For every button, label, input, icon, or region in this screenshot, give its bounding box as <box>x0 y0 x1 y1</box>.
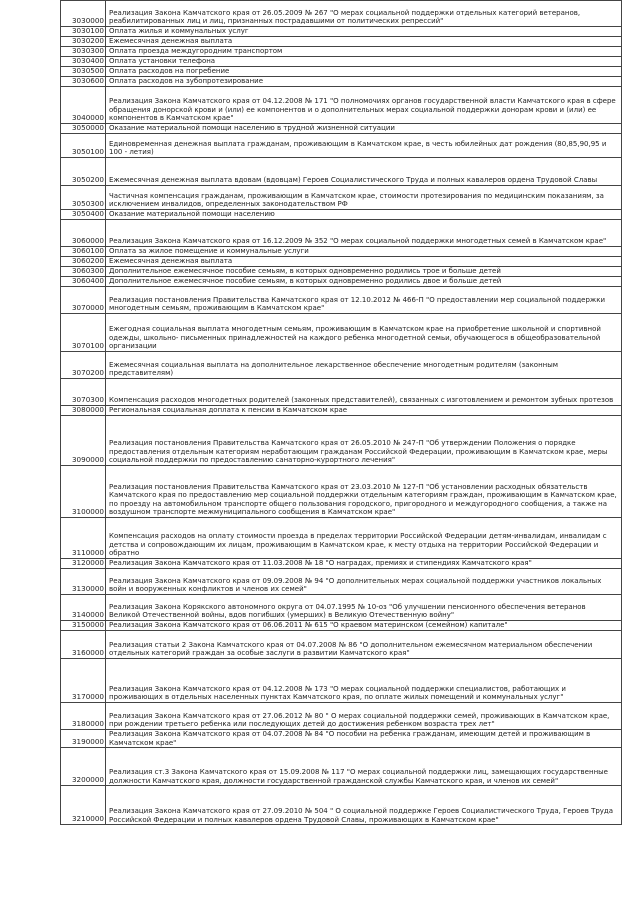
row-description: Реализация Закона Камчатского края от 27.09.2010 № 504 " О социальной поддержке Героев Социалистического Труда, Героев Труда Российской Федерации и полных кавалеров ордена Трудовой Славы, проживающих в Камчатском крае" <box>106 786 622 825</box>
row-description: Частичная компенсация гражданам, проживающим в Камчатском крае, стоимости протезирования по медицинским показаниям, за исключением инвалидов, определенных законодательством РФ <box>106 186 622 210</box>
table-row <box>61 257 622 267</box>
table-row <box>61 379 622 406</box>
table-row <box>61 210 622 220</box>
row-code: 3060400 <box>61 277 106 287</box>
table-row <box>61 786 622 825</box>
row-description: Реализация постановления Правительства Камчатского края от 23.03.2010 № 127-П "Об установлении расходных обязательств Камчатского края по предоставлению мер социальной поддержки отдельным категориям граждан, проживающим в Камчатском крае, по проезду на автомобильном транспорте общего пользования городского, пригородного и междугородного сообщения, а также на воздушном транспорте межмуниципального сообщения в Камчатском крае" <box>106 466 622 518</box>
row-code: 3050200 <box>61 158 106 186</box>
table-row <box>61 57 622 67</box>
table-row <box>61 277 622 287</box>
row-description: Региональная социальная доплата к пенсии в Камчатском крае <box>106 406 622 416</box>
row-code: 3110000 <box>61 518 106 559</box>
row-description: Ежемесячная денежная выплата вдовам (вдовцам) Героев Социалистического Труда и полных кавалеров ордена Трудовой Славы <box>106 158 622 186</box>
row-description: Реализация ст.3 Закона Камчатского края от 15.09.2008 № 117 "О мерах социальной поддержки лиц, замещающих государственные должности Камчатского края, должности государственной гражданской службы Камчатского края, и членов их семей" <box>106 748 622 786</box>
row-description: Оплата за жилое помещение и коммунальные услуги <box>106 247 622 257</box>
row-description: Дополнительное ежемесячное пособие семьям, в которых одновременно родились двое и больше детей <box>106 277 622 287</box>
row-code: 3030100 <box>61 27 106 37</box>
row-code: 3060000 <box>61 220 106 247</box>
table-row <box>61 416 622 466</box>
row-description: Оплата расходов на погребение <box>106 67 622 77</box>
table-row <box>61 352 622 379</box>
row-code: 3200000 <box>61 748 106 786</box>
row-code: 3050000 <box>61 124 106 134</box>
table-row <box>61 748 622 786</box>
row-description: Реализация статьи 2 Закона Камчатского края от 04.07.2008 № 86 "О дополнительном ежемесячном материальном обеспечении отдельных категорий граждан за особые заслуги в развитии Камчатского края" <box>106 631 622 659</box>
row-code: 3070100 <box>61 314 106 352</box>
row-code: 3030000 <box>61 1 106 27</box>
row-description: Оплата жилья и коммунальных услуг <box>106 27 622 37</box>
row-code: 3060300 <box>61 267 106 277</box>
row-code: 3070200 <box>61 352 106 379</box>
row-description: Оплата установки телефона <box>106 57 622 67</box>
table-row <box>61 631 622 659</box>
row-description: Оплата расходов на зубопротезирование <box>106 77 622 87</box>
table-row <box>61 621 622 631</box>
row-code: 3080000 <box>61 406 106 416</box>
row-code: 3050300 <box>61 186 106 210</box>
budget-codes-table <box>60 0 622 825</box>
table-row <box>61 559 622 569</box>
row-code: 3150000 <box>61 621 106 631</box>
table-row <box>61 1 622 27</box>
row-description: Единовременная денежная выплата гражданам, проживающим в Камчатском крае, в честь юбилейных дат рождения (80,85,90,95 и 100 - летия) <box>106 134 622 158</box>
row-description: Реализация Закона Камчатского края от 04.12.2008 № 171 "О полномочиях органов государственной власти Камчатского края в сфере обращения донорской крови и (или) ее компонентов и о дополнительных мерах социальной поддержки донорам крови и (или) ее компонентов в Камчатском крае" <box>106 87 622 124</box>
table-row <box>61 37 622 47</box>
row-description: Реализация Закона Камчатского края от 04.07.2008 № 84 "О пособии на ребенка гражданам, имеющим детей и проживающим в Камчатском крае" <box>106 730 622 748</box>
table-row <box>61 703 622 730</box>
row-code: 3070300 <box>61 379 106 406</box>
table-row <box>61 267 622 277</box>
row-description: Реализация Закона Камчатского края от 06.06.2011 № 615 "О краевом материнском (семейном) капитале" <box>106 621 622 631</box>
table-row <box>61 569 622 595</box>
table-row <box>61 466 622 518</box>
table-row <box>61 87 622 124</box>
row-description: Реализация Закона Камчатского края от 16.12.2009 № 352 "О мерах социальной поддержки многодетных семей в Камчатском крае" <box>106 220 622 247</box>
row-code: 3100000 <box>61 466 106 518</box>
row-code: 3050100 <box>61 134 106 158</box>
row-description: Ежегодная социальная выплата многодетным семьям, проживающим в Камчатском крае на приобретение школьной и спортивной одежды, школьно- письменных принадлежностей на каждого ребенка многодетной семьи, обучающегося в общеобразовательной организации <box>106 314 622 352</box>
row-description: Оказание материальной помощи населению в трудной жизненной ситуации <box>106 124 622 134</box>
row-description: Ежемесячная денежная выплата <box>106 257 622 267</box>
row-code: 3070000 <box>61 287 106 314</box>
table-row <box>61 186 622 210</box>
row-description: Реализация Закона Камчатского края от 09.09.2008 № 94 "О дополнительных мерах социальной поддержки участников локальных войн и вооруженных конфликтов и членов их семей" <box>106 569 622 595</box>
row-description: Ежемесячная социальная выплата на дополнительное лекарственное обеспечение многодетным родителям (законным представителям) <box>106 352 622 379</box>
row-code: 3160000 <box>61 631 106 659</box>
row-description: Реализация Закона Корякского автономного округа от 04.07.1995 № 10-оз "Об улучшении пенсионного обеспечения ветеранов Великой Отечественной войны, вдов погибших (умерших) в Великую Отечественную войну" <box>106 595 622 621</box>
row-code: 3120000 <box>61 559 106 569</box>
row-code: 3030200 <box>61 37 106 47</box>
table-row <box>61 406 622 416</box>
table-row <box>61 220 622 247</box>
row-code: 3130000 <box>61 569 106 595</box>
row-code: 3210000 <box>61 786 106 825</box>
table-row <box>61 124 622 134</box>
row-code: 3180000 <box>61 703 106 730</box>
row-code: 3060100 <box>61 247 106 257</box>
row-code: 3030500 <box>61 67 106 77</box>
row-code: 3040000 <box>61 87 106 124</box>
table-row <box>61 518 622 559</box>
row-code: 3030300 <box>61 47 106 57</box>
row-description: Реализация Закона Камчатского края от 26.05.2009 № 267 "О мерах социальной поддержки отдельных категорий ветеранов, реабилитированных лиц и лиц, признанных пострадавшими от политических репрессий" <box>106 1 622 27</box>
row-description: Компенсация расходов на оплату стоимости проезда в пределах территории Российской Федерации детям-инвалидам, инвалидам с детства и сопровождающим их лицам, проживающим в Камчатском крае, к месту отдыха на территории Российской Федерации и обратно <box>106 518 622 559</box>
row-description: Дополнительное ежемесячное пособие семьям, в которых одновременно родились трое и больше детей <box>106 267 622 277</box>
row-description: Реализация постановления Правительства Камчатского края от 26.05.2010 № 247-П "Об утверждении Положения о порядке предоставления отдельным категориям неработающим гражданам Российской Федерации, проживающим в Камчатском крае, меры социальной поддержки по предоставлению санаторно-курортного лечения" <box>106 416 622 466</box>
table-row <box>61 47 622 57</box>
row-code: 3060200 <box>61 257 106 267</box>
row-code: 3140000 <box>61 595 106 621</box>
table-row <box>61 730 622 748</box>
table-row <box>61 287 622 314</box>
row-code: 3170000 <box>61 659 106 703</box>
table-row <box>61 595 622 621</box>
row-code: 3030400 <box>61 57 106 67</box>
row-description: Реализация Закона Камчатского края от 04.12.2008 № 173 "О мерах социальной поддержки специалистов, работающих и проживающих в отдельных населенных пунктах Камчатского края, по оплате жилых помещений и коммунальных услуг" <box>106 659 622 703</box>
row-description: Компенсация расходов многодетных родителей (законных представителей), связанных с изготовлением и ремонтом зубных протезов <box>106 379 622 406</box>
row-description: Реализация постановления Правительства Камчатского края от 12.10.2012 № 466-П "О предоставлении мер социальной поддержки многодетным семьям, проживающим в Камчатском крае" <box>106 287 622 314</box>
table-row <box>61 67 622 77</box>
row-description: Ежемесячная денежная выплата <box>106 37 622 47</box>
table-row <box>61 314 622 352</box>
row-code: 3190000 <box>61 730 106 748</box>
table-row <box>61 77 622 87</box>
row-description: Оказание материальной помощи населению <box>106 210 622 220</box>
table-row <box>61 158 622 186</box>
table-row <box>61 659 622 703</box>
row-description: Реализация Закона Камчатского края от 27.06.2012 № 80 " О мерах социальной поддержки семей, проживающих в Камчатском крае, при рождении третьего ребенка или последующих детей до достижения ребенком возраста трех лет" <box>106 703 622 730</box>
row-description: Реализация Закона Камчатского края от 11.03.2008 № 18 "О наградах, премиях и стипендиях Камчатского края" <box>106 559 622 569</box>
table-body <box>61 1 622 825</box>
row-code: 3090000 <box>61 416 106 466</box>
table-row <box>61 134 622 158</box>
row-description: Оплата проезда междугородним транспортом <box>106 47 622 57</box>
table-row <box>61 247 622 257</box>
row-code: 3050400 <box>61 210 106 220</box>
row-code: 3030600 <box>61 77 106 87</box>
table-row <box>61 27 622 37</box>
